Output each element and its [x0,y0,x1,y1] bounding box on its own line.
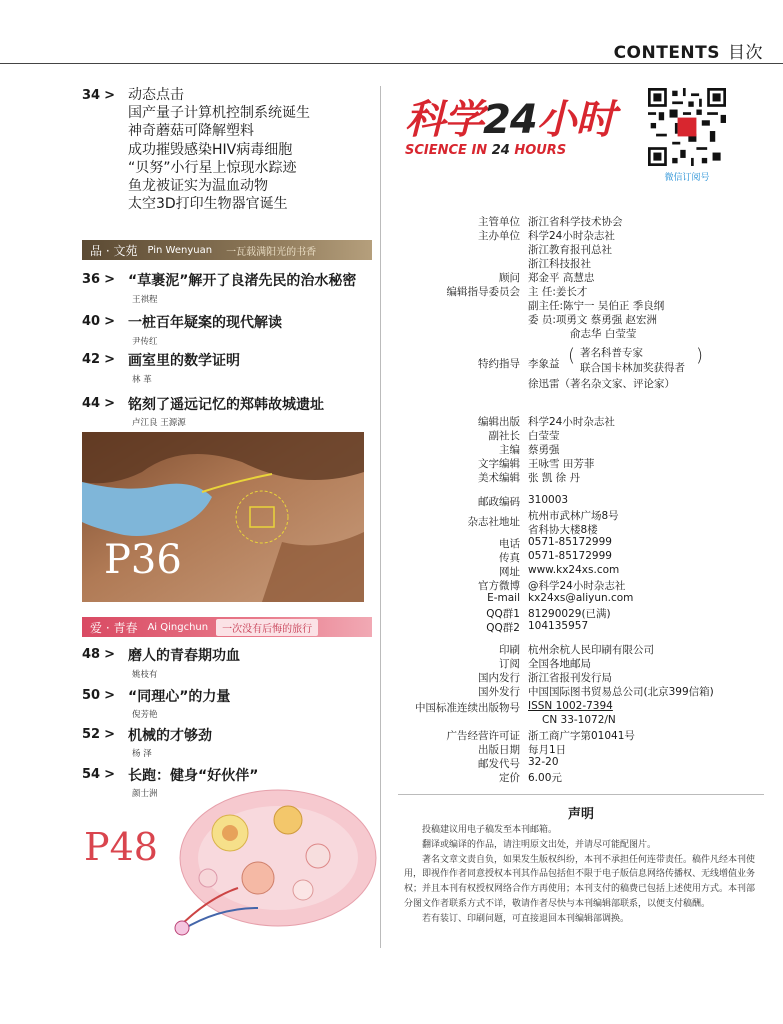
declaration-paragraph: 著名文章文责自负，如果发生版权纠纷，本刊不承担任何连带责任。稿件凡经本刊使用，即视作作者同意授权本刊其作品包括但不限于电子版信息网络传播权、无线增值业务权；并且本刊有权授权网络合作方再使用；本刊支付的稿费已包括上述使用方式。本刊部分图文作者联系方式不详，敬请作者尽快与本刊编辑部联系，以便支付稿酬。 [404,854,756,909]
info-label: 印刷 [499,644,520,656]
article-author: 倪芳艳 [132,710,158,720]
arrow: > [104,647,115,662]
section-tagline: 一瓦载满阳光的书香 [226,246,317,258]
info-value: 郑金平 高慧忠 [528,272,595,284]
info-value: 省科协大楼8楼 [528,524,598,536]
info-label: 网址 [499,566,520,578]
info-value: 浙工商广字第01041号 [528,730,635,742]
info-label: 编辑指导委员会 [446,286,520,298]
article-title[interactable]: “草裹泥”解开了良渚先民的治水秘密 [128,273,357,289]
declaration-title: 声明 [567,807,594,822]
article-title[interactable]: “同理心”的力量 [128,689,231,705]
section-name: 爱 · 青春 [90,620,138,635]
info-label: 国内发行 [478,672,520,684]
info-value: 每月1日 [528,744,567,756]
page-num: 42 [82,352,101,367]
info-value: 联合国卡林加奖获得者 [580,362,685,374]
info-label: 编辑出版 [478,416,520,428]
arrow: > [104,396,115,411]
info-value: 浙江省报刊发行局 [528,672,612,684]
section-tagline: 一次没有后悔的旅行 [216,619,318,636]
info-value: 王咏雪 田芳菲 [528,458,595,470]
news-item[interactable]: 太空3D打印生物器官诞生 [128,196,288,213]
news-item[interactable]: 国产量子计算机控制系统诞生 [128,105,310,122]
info-label: 杂志社地址 [467,516,520,528]
info-value: 委 员:项勇文 蔡勇强 赵宏洲 [528,314,658,326]
article-title[interactable]: 铭刻了遥远记忆的郑韩故城遗址 [128,397,324,413]
page-num: 48 [82,647,101,662]
info-label: 广告经营许可证 [446,730,520,742]
article-title[interactable]: 机械的才够劲 [128,728,212,744]
info-label: QQ群2 [486,622,520,634]
info-value: 0571-85172999 [528,550,612,562]
logo-sub-part: SCIENCE IN [405,143,492,158]
contents-title-en: CONTENTS [613,43,720,63]
article-title[interactable]: 磨人的青春期功血 [128,648,240,664]
news-item[interactable]: 成功摧毁感染HIV病毒细胞 [128,141,293,158]
info-value: 张 凯 徐 丹 [528,472,581,484]
info-label: QQ群1 [486,608,520,620]
arrow: > [104,352,115,367]
article-page-number [82,727,115,742]
map-page-label: P36 [104,537,182,583]
info-label: 主管单位 [478,216,520,228]
news-list [128,86,310,213]
info-value: 0571-85172999 [528,536,612,548]
website-link[interactable]: www.kx24xs.com [528,564,620,576]
news-item[interactable]: 鱼龙被证实为温血动物 [128,178,268,195]
info-label: 订阅 [499,658,520,670]
info-label: 主办单位 [478,230,520,242]
info-value: 杭州余杭人民印刷有限公司 [528,644,654,656]
info-value: 浙江科技报社 [528,258,591,270]
contents-title-cn: 目次 [728,43,763,63]
bracket-open: ( [568,345,576,366]
info-label: 传真 [499,552,520,564]
info-label: E-mail [487,592,520,604]
info-label: 副社长 [488,430,520,442]
info-value: 主 任:姜长才 [528,286,588,298]
info-label: 定价 [499,772,520,784]
logo-subtitle [405,143,615,158]
info-value: 徐迅雷（著名杂文家、评论家） [528,378,675,390]
news-item[interactable]: “贝努”小行星上惊现水踪迹 [128,159,297,176]
section-pinyin: Ai Qingchun [147,621,209,633]
email-link[interactable]: kx24xs@aliyun.com [528,592,634,604]
arrow: > [104,767,115,782]
article-page-number [82,688,115,703]
page-num: 52 [82,727,101,742]
info-value: 李象益 [528,358,560,370]
page-num: 54 [82,767,101,782]
magazine-logo [405,88,615,158]
info-value: 白莹莹 [528,430,560,442]
article-page-number [82,352,115,367]
info-value: 310003 [528,494,569,506]
info-label: 主编 [499,444,520,456]
page-num: 40 [82,314,101,329]
logo-sub-part: HOURS [509,143,567,158]
news-item[interactable]: 神奇蘑菇可降解塑料 [128,123,254,140]
info-value: 杭州市武林广场8号 [528,510,619,522]
page-num: 44 [82,396,101,411]
info-value: 104135957 [528,620,589,632]
info-value: 81290029(已满) [528,608,611,620]
article-author: 林 革 [132,375,152,385]
arrow: > [104,88,115,103]
info-label: 美术编辑 [478,472,520,484]
article-author: 颜士洲 [132,789,158,799]
article-title[interactable]: 一桩百年疑案的现代解读 [128,315,282,331]
info-value: 全国各地邮局 [528,658,591,670]
info-label: 官方微博 [478,580,520,592]
arrow: > [104,314,115,329]
article-page-number [82,272,115,287]
article-title[interactable]: 长跑：健身“好伙伴” [128,768,259,784]
article-title[interactable]: 画室里的数学证明 [128,353,240,369]
info-value: 著名科普专家 [580,347,643,359]
info-label: 出版日期 [478,744,520,756]
article-page-number [82,314,115,329]
info-value: 科学24小时杂志社 [528,230,615,242]
info-value: 俞志华 白莹莹 [570,328,637,340]
qr-code[interactable] [648,88,726,166]
info-value: 浙江教育报刊总社 [528,244,612,256]
article-page-number [82,647,115,662]
declaration-paragraph: 若有装订、印刷问题，可直接退回本刊编辑部调换。 [422,913,630,924]
info-value: 中国国际图书贸易总公司(北京399信箱) [528,686,714,698]
info-label: 中国标准连续出版物号 [415,702,520,714]
section-pinyin: Pin Wenyuan [147,244,213,256]
article-author: 尹传红 [132,337,158,347]
bracket-close: ) [696,345,704,366]
info-label: 国外发行 [478,686,520,698]
logo-wordmark [405,88,615,145]
page-num: 36 [82,272,101,287]
info-value: CN 33-1072/N [542,714,616,726]
cell-page-label: P48 [84,825,158,869]
page-header-title [614,38,763,63]
arrow: > [104,272,115,287]
info-label: 电话 [499,538,520,550]
info-value: @科学24小时杂志社 [528,580,626,592]
section-name: 品 · 文苑 [90,243,138,258]
article-author: 王祺程 [132,295,158,305]
ovary-illustration [168,778,380,946]
article-author: 卢江良 王源源 [132,418,186,428]
article-page-number [82,396,115,411]
header-rule [0,63,783,64]
article-page-number [82,767,115,782]
column-divider [380,86,381,948]
article-author: 姚枝有 [132,670,158,680]
info-value: 32-20 [528,756,559,768]
info-label: 特约指导 [478,358,520,370]
arrow: > [104,727,115,742]
info-label: 邮发代号 [478,758,520,770]
info-label: 顾问 [499,272,520,284]
info-value: 浙江省科学技术协会 [528,216,623,228]
info-label: 文字编辑 [478,458,520,470]
news-page-number[interactable] [82,88,115,103]
info-value: 蔡勇强 [528,444,560,456]
arrow: > [104,688,115,703]
article-author: 杨 泽 [132,749,152,759]
info-value: 副主任:陈宁一 吴伯正 季良纲 [528,300,665,312]
declaration-body [404,823,762,927]
declaration-paragraph: 投稿建议用电子稿发至本刊邮箱。 [422,825,558,835]
section-bar-qingchun [82,617,372,637]
info-value: 科学24小时杂志社 [528,416,615,428]
info-label: 邮政编码 [478,496,520,508]
logo-part: 科学 [405,97,483,143]
declaration-paragraph: 翻译或编译的作品，请注明原文出处，并请尽可能配图片。 [422,839,657,850]
logo-part: 24 [483,97,537,143]
page-num: 50 [82,688,101,703]
qr-caption: 微信订阅号 [664,173,710,183]
logo-sub-part: 24 [491,143,510,158]
info-value: 6.00元 [528,772,562,784]
info-value: ISSN 1002-7394 [528,700,613,712]
section-bar-wenyuan [82,240,372,260]
logo-part: 小时 [536,97,615,143]
page-num: 34 [82,88,101,103]
news-heading[interactable]: 动态点击 [128,87,184,103]
